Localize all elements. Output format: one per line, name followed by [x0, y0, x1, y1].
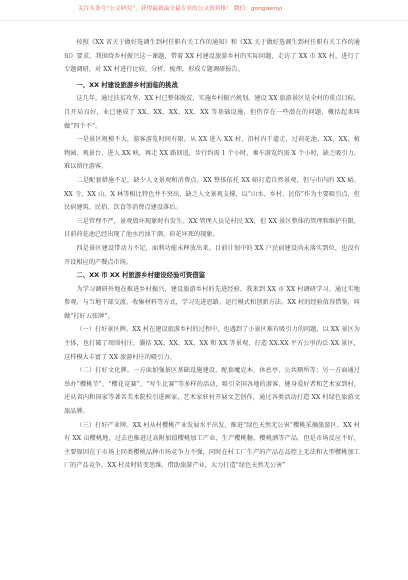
paragraph-1: 这几年，通过扶贫攻坚，XX 村已整体脱贫，实施乡村振兴规划，建设 XX 旅游景区是全村的重点目标，且开局良好，业已建成了 XX、XX、XX、XX、XX 等基础设施，但仍存在一些潜在的问题，概括起来叫做“四个不”。 [64, 95, 360, 130]
header-divider [0, 20, 408, 21]
paragraph-2: 一是景区规模不大，游客游览时间有限。从 XX 进入 XX 村，沿村内干道走，过荷花池、XX、XX、植物园、观景台，进入 XX 峡，再走 XX 路回返，步行约需 1 个小时，乘车游览约需 X 个小时，缺乏吸引力，难以留住游客。 [64, 136, 360, 171]
paragraph-3: 二是配套措施不足，缺少人文景观和消费点。XX 整体依托 XX 峪打造自然景观，但与市内的 XX 峪、XX 寺、XX 山、X 林等相比特色并不突出，缺乏人文景观支撑，以“山水、乡村、民俗”作为主要吸引点，但民宿建筑、民俗、饮食等消费点建设落后。 [64, 176, 360, 212]
paragraph-8: （二）打好文化牌。一方面加强景区基础设施建设，配套魔克本、休息亭、公共厕所等；另一方面通过举办“樱桃节”、“樱花竞赛”、“写生比赛”等多样的活动，吸引全国各地的游客、健身爱好者和艺术家到村，还从省内和国家等著名美术院校引进画家，艺术家驻村开展文艺创作，通过各类活动打造 XX 村绿色旅游文旅品牌。 [64, 367, 360, 416]
section-heading-2: 二、XX 市 XX 村旅游乡村建设经验可资借鉴 [76, 271, 206, 280]
intro-paragraph: 按照《XX 省关于做好选调生到村任职有关工作的通知》和《XX 关于做好选调生到村任职有关工作的通知》要求，我围绕乡村振兴这一课题，带着 XX 村建设旅游乡村的实际问题，走访了 XX 市 XX 村，进行了专题调研，对 XX 村进行比较、分析、梳理，形成专题调研报告。 [64, 39, 360, 74]
paragraph-5: 四是景区建设带动力不足，面利功能未释放出来。目前计划中的 XX 户民宿建设尚未落实到位，也没有开设相应的产餐点市场。 [64, 244, 360, 266]
section-heading-1: 一、XX 村建设旅游乡村面临的挑战 [76, 80, 178, 89]
paragraph-4: 三是管理不严，景观毁坏现象时有发生。XX 管理人员是村民 XX，但 XX 景区整体的管理和维护有限，目前荷花池已经出现了池水污浊干涸、荷花坏死的现象。 [64, 217, 360, 239]
document-body [64, 36, 360, 473]
header-notice: 关注头条号“公文研究”，获得最新最全最专业的公文资料推！ 微信：gongwenyi [78, 6, 283, 12]
paragraph-9: （三）打好产业牌。XX 村从村樱桃产业发展水平出发，推进“绿色天然无公害”樱桃采摘旅游区。XX 村有 XX 亩樱桃地，过去也推进过高附加值樱桃加工产业，生产樱桃糖、樱桃酒等产品，但是市场反应不好，主要原因在于市场上同类樱桃品种市场竞争力不强，同时在村工厂生产的产品在品控上无法和大型樱桃加工厂的产品竞争。XX 村及时转变思维，借助旅游产业，大力打造“绿色天然无公害” [64, 421, 360, 470]
page-header [0, 0, 408, 22]
paragraph-6: 为学习调研外地在推进乡村振兴，建设旅游乡村的先进经验，我来到 XX 市 XX 村调研学习。通过实地参观、与当地干部交流、收集材料等方式，学习先进思路、运行模式和创新方法。XX 村的经验值得借鉴，叫做“打好五张牌”。 [64, 285, 360, 320]
paragraph-7: （一）打好景区牌。XX 村在建设旅游乡村的过程中，也遇到了小景区难有吸引力的问题，以 XX 景区为主体，也打破了周围村庄，囊括 XX、XX、XX、XX 和 XX 等景观，打造 XX.XX 平方公里的泛 XX 景区，这样模大丰富了 XX 旅游村庄的吸引力。 [64, 326, 360, 361]
